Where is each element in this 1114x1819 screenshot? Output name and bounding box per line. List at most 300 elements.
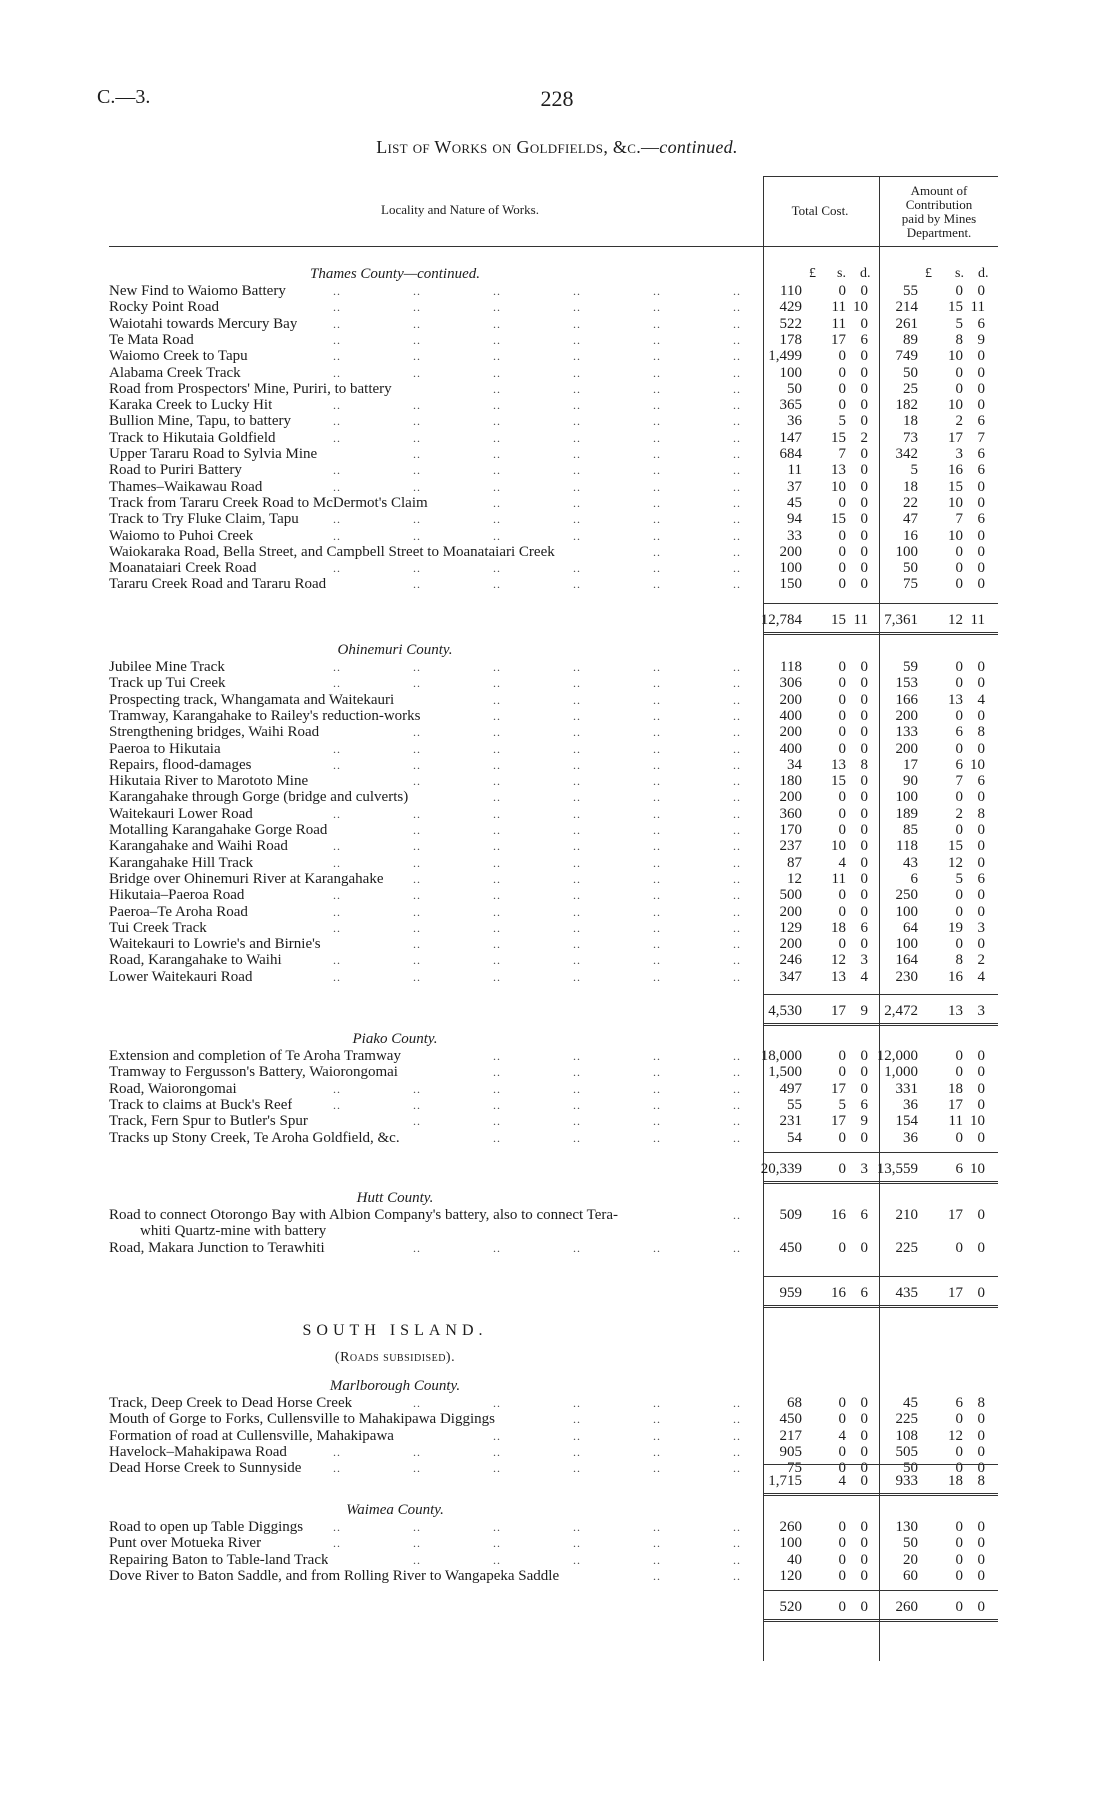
leader-dot: ..	[733, 708, 741, 723]
subtotal-row	[0, 1161, 1114, 1178]
contribution-pence: 0	[977, 576, 985, 593]
total-pence: 0	[860, 462, 868, 479]
leader-dot: ..	[573, 381, 581, 396]
row-amounts	[0, 1240, 1114, 1257]
total-pence: 0	[860, 1080, 868, 1097]
leader-dot: ..	[573, 1552, 581, 1567]
leader-dot: ..	[413, 479, 421, 494]
row-amounts	[0, 299, 1114, 316]
subtotal-total-pence: 11	[853, 612, 868, 628]
contribution-pounds: 75	[903, 576, 918, 593]
leader-dot: ..	[493, 463, 501, 478]
leader-dot: ..	[493, 969, 501, 984]
row-amounts	[0, 838, 1114, 855]
contribution-pence: 0	[977, 887, 985, 904]
table-row	[0, 855, 1114, 872]
contribution-pounds: 59	[903, 659, 918, 675]
table-row	[0, 283, 1114, 300]
page-number: 228	[540, 86, 574, 111]
table-row	[0, 806, 1114, 823]
subtotal-contribution-pounds: 435	[895, 1285, 918, 1301]
leader-dot: ..	[333, 806, 341, 821]
contribution-shillings: 15	[948, 478, 963, 495]
total-pounds: 522	[779, 315, 802, 332]
total-pence: 0	[860, 527, 868, 544]
leader-dot: ..	[413, 660, 421, 674]
contribution-pounds: 100	[895, 789, 918, 806]
contribution-pence: 11	[970, 299, 985, 316]
leader-dot: ..	[573, 790, 581, 805]
leader-dot: ..	[413, 871, 421, 886]
leader-dot: ..	[333, 300, 341, 315]
subtotal-row	[0, 1599, 1114, 1616]
page-title-continued: continued.	[659, 137, 738, 157]
total-pounds: 200	[779, 691, 802, 708]
total-pounds: 360	[779, 805, 802, 822]
locality-cell: Road, Makara Junction to Terawhiti	[109, 1239, 325, 1256]
row-amounts	[0, 446, 1114, 463]
contribution-shillings: 3	[955, 446, 963, 462]
table-row	[0, 708, 1114, 725]
contribution-shillings: 0	[955, 1239, 963, 1256]
row-amounts	[0, 283, 1114, 300]
leader-dot: ..	[733, 806, 741, 821]
contribution-shillings: 0	[955, 1460, 963, 1477]
column-header-contribution	[880, 184, 998, 240]
total-pounds: 260	[779, 1519, 802, 1535]
leader-dot: ..	[733, 1461, 741, 1476]
leader-dot: ..	[573, 365, 581, 380]
contribution-shillings: 15	[948, 838, 963, 855]
leader-dot: ..	[573, 1065, 581, 1080]
contribution-shillings: 17	[948, 429, 963, 446]
leader-dot: ..	[733, 839, 741, 854]
contribution-pounds: 182	[895, 397, 918, 414]
leader-dot: ..	[493, 447, 501, 461]
leader-dot: ..	[573, 1412, 581, 1427]
leader-dot: ..	[653, 692, 661, 707]
leader-dot: ..	[573, 316, 581, 331]
subtotal-row	[0, 1285, 1114, 1302]
contribution-pounds: 505	[895, 1443, 918, 1460]
locality-cell: Road, Karangahake to Waihi	[109, 952, 282, 969]
leader-dot: ..	[413, 741, 421, 756]
contribution-pounds: 164	[895, 952, 918, 969]
row-amounts	[0, 365, 1114, 382]
row-amounts	[0, 969, 1114, 986]
leader-dot: ..	[413, 937, 421, 952]
leader-dot: ..	[493, 512, 501, 527]
total-pence: 0	[860, 1427, 868, 1444]
subtotal-contribution-shillings: 18	[948, 1473, 963, 1489]
locality-cell: Moanataiari Creek Road	[109, 560, 257, 577]
total-shillings: 13	[831, 968, 846, 985]
contribution-pence: 3	[977, 919, 985, 936]
table-row	[0, 757, 1114, 774]
table-row	[0, 544, 1114, 561]
subtotal-amounts	[0, 1599, 1114, 1616]
table-row	[0, 1519, 1114, 1536]
row-amounts	[0, 332, 1114, 349]
subtotal-rule	[763, 603, 998, 604]
contribution-shillings: 17	[948, 1207, 963, 1223]
locality-cell: Formation of road at Cullensville, Mahakipawa	[109, 1427, 394, 1444]
total-pence: 0	[860, 543, 868, 560]
table-row	[0, 560, 1114, 577]
leader-dot: ..	[413, 1240, 421, 1255]
locality-cell: Repairing Baton to Table-land Track	[109, 1551, 329, 1568]
total-shilling-head: s.	[837, 266, 846, 281]
total-pence: 2	[860, 429, 868, 446]
contribution-pence: 0	[977, 1064, 985, 1081]
leader-dot: ..	[573, 920, 581, 935]
row-amounts	[0, 659, 1114, 676]
total-pounds: 200	[779, 543, 802, 560]
leader-dot: ..	[653, 512, 661, 527]
total-shillings: 13	[831, 462, 846, 479]
total-pounds: 110	[780, 283, 802, 299]
locality-cell: Paeroa to Hikutaia	[109, 740, 221, 757]
leader-dot: ..	[573, 447, 581, 461]
leader-dot: ..	[573, 1240, 581, 1255]
locality-cell: whiti Quartz-mine with battery	[140, 1223, 327, 1240]
leader-dot: ..	[573, 937, 581, 952]
total-shillings: 0	[838, 364, 846, 381]
row-amounts	[0, 1113, 1114, 1130]
locality-cell: Tararu Creek Road and Tararu Road	[109, 576, 327, 593]
leader-dot: ..	[653, 381, 661, 396]
locality-cell: Bridge over Ohinemuri River at Karangahake	[109, 870, 384, 887]
row-amounts	[0, 789, 1114, 806]
section-title: Waimea County.	[346, 1502, 444, 1518]
leader-dot: ..	[333, 1097, 341, 1112]
leader-dot: ..	[493, 1520, 501, 1534]
leader-dot: ..	[493, 1240, 501, 1255]
subtotal-total-pence: 3	[860, 1161, 868, 1177]
leader-dot: ..	[573, 953, 581, 968]
leader-dot: ..	[493, 1461, 501, 1476]
leader-dot: ..	[573, 1520, 581, 1534]
total-pence: 0	[860, 1567, 868, 1584]
leader-dot: ..	[653, 365, 661, 380]
total-pence: 0	[860, 887, 868, 904]
leader-dot: ..	[653, 660, 661, 674]
row-amounts	[0, 1064, 1114, 1081]
leader-dot: ..	[493, 790, 501, 805]
contribution-shillings: 5	[955, 315, 963, 332]
leader-dot: ..	[413, 414, 421, 429]
total-pence: 0	[860, 1535, 868, 1552]
leader-dot: ..	[653, 561, 661, 576]
leader-dot: ..	[493, 920, 501, 935]
locality-cell: Karangahake through Gorge (bridge and culverts)	[109, 789, 409, 806]
leader-dot: ..	[573, 284, 581, 298]
total-shillings: 0	[838, 1519, 846, 1535]
subtotal-double-rule	[763, 1619, 998, 1622]
locality-cell: Motalling Karangahake Gorge Road	[109, 822, 328, 838]
table-row	[0, 741, 1114, 758]
total-pounds: 217	[779, 1427, 802, 1444]
table-row	[0, 1130, 1114, 1147]
contribution-pence: 0	[977, 380, 985, 397]
locality-cell: Karaka Creek to Lucky Hit	[109, 397, 273, 414]
total-pence: 0	[860, 1395, 868, 1411]
table-row	[0, 430, 1114, 447]
contribution-pounds: 90	[903, 773, 918, 790]
total-shillings: 0	[838, 348, 846, 365]
contribution-pence: 0	[977, 1519, 985, 1535]
contribution-pence: 0	[977, 1411, 985, 1428]
leader-dot: ..	[333, 463, 341, 478]
contribution-pence: 8	[977, 724, 985, 741]
contribution-pounds: 45	[903, 1395, 918, 1411]
contribution-pounds: 18	[903, 413, 918, 430]
contribution-shillings: 0	[955, 1567, 963, 1584]
table-row	[0, 822, 1114, 839]
leader-dot: ..	[653, 544, 661, 559]
contribution-pounds: 166	[895, 691, 918, 708]
leader-dot: ..	[493, 414, 501, 429]
contribution-pounds: 225	[895, 1411, 918, 1428]
locality-cell: Waitekauri to Lowrie's and Birnie's	[109, 936, 321, 953]
row-amounts	[0, 1552, 1114, 1569]
subtotal-total-shillings: 15	[831, 612, 846, 628]
subtotal-total-shillings: 4	[838, 1473, 846, 1489]
leader-dot: ..	[573, 561, 581, 576]
total-pence: 0	[860, 724, 868, 741]
contribution-pounds: 133	[895, 724, 918, 741]
contribution-pence: 0	[977, 1460, 985, 1477]
leader-dot: ..	[653, 1412, 661, 1427]
contribution-pence: 0	[977, 560, 985, 577]
total-pounds: 40	[787, 1551, 802, 1568]
row-amounts	[0, 1207, 1114, 1224]
leader-dot: ..	[733, 871, 741, 886]
contribution-shillings: 0	[955, 822, 963, 838]
leader-dot: ..	[653, 1049, 661, 1063]
table-row	[0, 1113, 1114, 1130]
locality-cell: Waiomo to Puhoi Creek	[109, 527, 254, 544]
table-row	[0, 332, 1114, 349]
total-pence: 6	[860, 1096, 868, 1113]
leader-dot: ..	[493, 479, 501, 494]
contribution-shillings: 0	[955, 675, 963, 692]
row-amounts	[0, 381, 1114, 398]
total-shillings: 0	[838, 560, 846, 577]
leader-dot: ..	[653, 741, 661, 756]
locality-cell: Alabama Creek Track	[109, 364, 241, 381]
locality-cell: Hikutaia–Paeroa Road	[109, 887, 245, 904]
contribution-pounds: 210	[895, 1207, 918, 1223]
leader-dot: ..	[653, 774, 661, 789]
locality-cell: Road, Waiorongomai	[109, 1080, 237, 1097]
total-shillings: 0	[838, 805, 846, 822]
leader-dot: ..	[493, 806, 501, 821]
row-amounts	[0, 1535, 1114, 1552]
contribution-pence: 0	[977, 527, 985, 544]
table-row	[0, 348, 1114, 365]
leader-dot: ..	[333, 1536, 341, 1551]
leader-dot: ..	[493, 871, 501, 886]
contribution-shillings: 10	[948, 494, 963, 511]
row-amounts	[0, 1395, 1114, 1412]
subtotal-rule	[763, 1152, 998, 1153]
leader-dot: ..	[733, 741, 741, 756]
contribution-pence: 0	[977, 789, 985, 806]
leader-dot: ..	[653, 577, 661, 592]
locality-cell: Waiotahi towards Mercury Bay	[109, 315, 298, 332]
leader-dot: ..	[653, 447, 661, 461]
leader-dot: ..	[413, 332, 421, 347]
locality-cell: Extension and completion of Te Aroha Tramway	[109, 1048, 401, 1064]
subtotal-row	[0, 1003, 1114, 1020]
leader-dot: ..	[493, 1049, 501, 1063]
table-row	[0, 462, 1114, 479]
row-amounts	[0, 479, 1114, 496]
table-row	[0, 446, 1114, 463]
contribution-pounds: 6	[910, 870, 918, 887]
locality-cell: Havelock–Mahakipawa Road	[109, 1443, 287, 1460]
total-pence: 0	[860, 380, 868, 397]
total-pounds: 55	[787, 1096, 802, 1113]
table-row	[0, 1207, 1114, 1224]
leader-dot: ..	[413, 774, 421, 789]
section-title: Ohinemuri County.	[337, 642, 453, 658]
contribution-pounds: 43	[903, 854, 918, 871]
contribution-shillings: 6	[955, 756, 963, 773]
header-bottom-rule	[109, 246, 998, 247]
contribution-pence: 6	[977, 446, 985, 462]
leader-dot: ..	[733, 561, 741, 576]
leader-dot: ..	[573, 1396, 581, 1410]
contribution-shillings: 0	[955, 936, 963, 953]
contribution-pence: 10	[970, 756, 985, 773]
leader-dot: ..	[573, 904, 581, 919]
total-pounds: 87	[787, 854, 802, 871]
leader-dot: ..	[333, 969, 341, 984]
total-pence: 6	[860, 919, 868, 936]
total-pounds: 11	[787, 462, 802, 479]
total-shillings: 0	[838, 1129, 846, 1146]
south-island-heading: SOUTH ISLAND.	[302, 1322, 488, 1339]
locality-cell: Tui Creek Track	[109, 919, 207, 936]
leader-dot: ..	[653, 1461, 661, 1476]
row-amounts	[0, 855, 1114, 872]
leader-dot: ..	[653, 284, 661, 298]
row-amounts	[0, 1097, 1114, 1114]
leader-dot: ..	[333, 349, 341, 364]
total-pence: 0	[860, 773, 868, 790]
leader-dot: ..	[493, 1065, 501, 1080]
contribution-shillings: 0	[955, 1048, 963, 1064]
row-amounts	[0, 773, 1114, 790]
leader-dot: ..	[653, 495, 661, 510]
contribution-pounds: 100	[895, 903, 918, 920]
leader-dot: ..	[413, 1114, 421, 1129]
leader-dot: ..	[653, 1568, 661, 1583]
leader-dot: ..	[493, 937, 501, 952]
leader-dot: ..	[733, 577, 741, 592]
total-shillings: 11	[831, 299, 846, 316]
total-shillings: 5	[838, 413, 846, 430]
table-row	[0, 920, 1114, 937]
leader-dot: ..	[333, 1081, 341, 1096]
leader-dot: ..	[733, 381, 741, 396]
leader-dot: ..	[333, 1520, 341, 1534]
subtotal-total-shillings: 17	[831, 1003, 846, 1019]
total-pounds: 147	[779, 429, 802, 446]
leader-dot: ..	[733, 1428, 741, 1443]
leader-dot: ..	[493, 1130, 501, 1145]
total-shillings: 18	[831, 919, 846, 936]
leader-dot: ..	[333, 904, 341, 919]
leader-dot: ..	[733, 855, 741, 870]
leader-dot: ..	[413, 757, 421, 772]
leader-dot: ..	[733, 937, 741, 952]
row-amounts	[0, 1081, 1114, 1098]
total-pounds: 347	[779, 968, 802, 985]
leader-dot: ..	[493, 1552, 501, 1567]
leader-dot: ..	[733, 1552, 741, 1567]
contribution-pounds: 16	[903, 527, 918, 544]
total-pence: 0	[860, 789, 868, 806]
leader-dot: ..	[493, 692, 501, 707]
total-pence: 0	[860, 1519, 868, 1535]
total-shillings: 13	[831, 756, 846, 773]
table-row	[0, 299, 1114, 316]
row-amounts	[0, 920, 1114, 937]
subtotal-double-rule	[763, 1023, 998, 1026]
contribution-pounds: 36	[903, 1129, 918, 1146]
total-shillings: 0	[838, 1411, 846, 1428]
table-row	[0, 904, 1114, 921]
total-pounds: 37	[787, 478, 802, 495]
leader-dot: ..	[733, 349, 741, 364]
total-pence: 0	[860, 478, 868, 495]
leader-dot: ..	[653, 528, 661, 543]
leader-dot: ..	[573, 1536, 581, 1551]
leader-dot: ..	[413, 463, 421, 478]
contribution-shillings: 0	[955, 1551, 963, 1568]
locality-cell: Track to Try Fluke Claim, Tapu	[109, 511, 299, 528]
leader-dot: ..	[413, 528, 421, 543]
locality-cell: Jubilee Mine Track	[109, 659, 225, 675]
table-row	[0, 1444, 1114, 1461]
total-shillings: 0	[838, 1395, 846, 1411]
leader-dot: ..	[733, 1130, 741, 1145]
leader-dot: ..	[733, 398, 741, 413]
row-amounts	[0, 741, 1114, 758]
leader-dot: ..	[573, 969, 581, 984]
contribution-pounds: 100	[895, 543, 918, 560]
leader-dot: ..	[573, 512, 581, 527]
row-amounts	[0, 528, 1114, 545]
contribution-shillings: 0	[955, 1411, 963, 1428]
leader-dot: ..	[653, 1097, 661, 1112]
leader-dot: ..	[413, 806, 421, 821]
leader-dot: ..	[573, 1130, 581, 1145]
total-pounds: 75	[787, 1460, 802, 1477]
locality-cell: Dead Horse Creek to Sunnyside	[109, 1460, 302, 1477]
leader-dot: ..	[493, 316, 501, 331]
page-title-main: List of Works on Goldfields, &c.—	[376, 137, 660, 157]
contribution-shillings: 10	[948, 397, 963, 414]
subtotal-amounts	[0, 1473, 1114, 1490]
contribution-shillings: 16	[948, 968, 963, 985]
total-pounds: 200	[779, 936, 802, 953]
contribution-pounds: 55	[903, 283, 918, 299]
leader-dot: ..	[733, 953, 741, 968]
